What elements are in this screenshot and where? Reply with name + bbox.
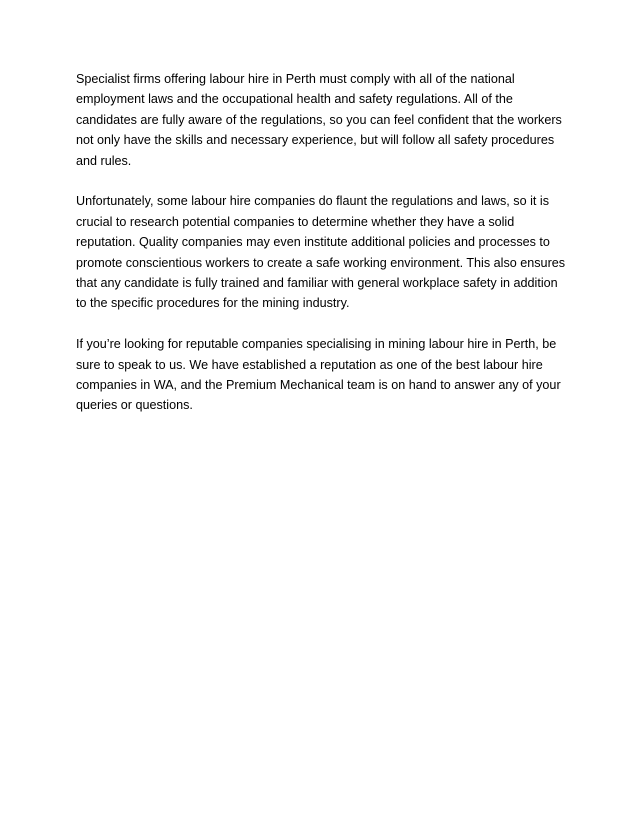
text-line: reputation. Quality companies may even institute additional policies and processes to <box>76 235 550 250</box>
text-line: employment laws and the occupational health and safety regulations. All of the <box>76 92 513 107</box>
paragraph-1 <box>76 69 576 171</box>
text-line: promote conscientious workers to create a safe working environment. This also ensures <box>76 255 566 270</box>
text-line: and rules. <box>76 153 132 168</box>
text-line: that any candidate is fully trained and familiar with general workplace safety in addition <box>76 276 558 291</box>
text-line: companies in WA, and the Premium Mechanical team is on hand to answer any of your <box>76 378 561 393</box>
paragraph-3 <box>76 334 576 416</box>
text-line: not only have the skills and necessary experience, but will follow all safety procedures <box>76 133 555 148</box>
text-line: to the specific procedures for the mining industry. <box>76 296 350 311</box>
text-line: Unfortunately, some labour hire companies do flaunt the regulations and laws, so it is <box>76 194 549 209</box>
paragraph-2 <box>76 191 576 313</box>
text-line: candidates are fully aware of the regulations, so you can feel confident that the workers <box>76 112 562 127</box>
text-line: If you’re looking for reputable companies specialising in mining labour hire in Perth, be <box>76 337 557 352</box>
text-line: queries or questions. <box>76 398 193 413</box>
text-line: sure to speak to us. We have established a reputation as one of the best labour hire <box>76 357 543 372</box>
document-body <box>76 69 576 436</box>
text-line: crucial to research potential companies to determine whether they have a solid <box>76 214 515 229</box>
text-line: Specialist firms offering labour hire in Perth must comply with all of the national <box>76 72 515 86</box>
